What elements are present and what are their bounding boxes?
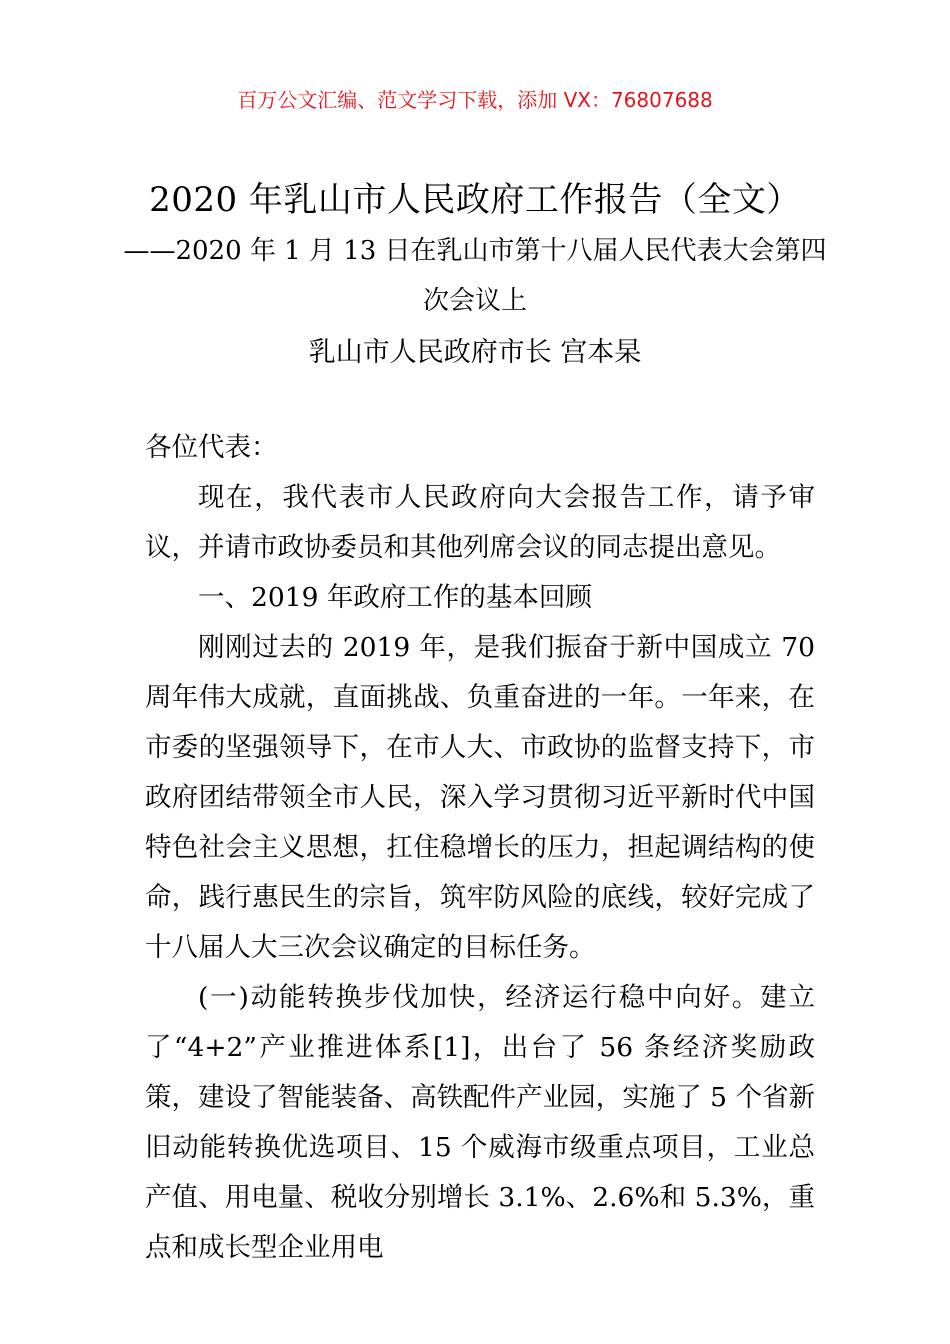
report-body <box>145 423 815 1273</box>
paragraph-review: 刚刚过去的 2019 年，是我们振奋于新中国成立 70 周年伟大成就，直面挑战、负重奋进的一年。一年来，在市委的坚强领导下，在市人大、市政协的监督支持下，市政府团结带领全市人民，深入学习贯彻习近平新时代中国特色社会主义思想，扛住稳增长的压力，担起调结构的使命，践行惠民生的宗旨，筑牢防风险的底线，较好完成了十八届人大三次会议确定的目标任务。 <box>145 632 815 963</box>
paragraph-item-1: (一)动能转换步伐加快，经济运行稳中向好。建立了“4+2”产业推进体系[1]，出台了 56 条经济奖励政策，建设了智能装备、高铁配件产业园，实施了 5 个省新旧动能转换优选项目、15 个威海市级重点项目，工业总产值、用电量、税收分别增长 3.1%、2.6%和 5.3%，重点和成长型企业用电 <box>145 982 815 1263</box>
paragraph-intro: 现在，我代表市人民政府向大会报告工作，请予审议，并请市政协委员和其他列席会议的同志提出意见。 <box>145 482 815 563</box>
subtitle-line-1: ——2020 年 1 月 13 日在乳山市第十八届人民代表大会第四 <box>123 236 827 266</box>
author-line: 乳山市人民政府市长 宫本杲 <box>308 337 642 368</box>
subtitle-line-2: 次会议上 <box>422 286 527 316</box>
section-heading: 一、2019 年政府工作的基本回顾 <box>198 582 592 613</box>
page-title: 2020 年乳山市人民政府工作报告（全文） <box>149 180 801 220</box>
header-note: 百万公文汇编、范文学习下载，添加 VX：76807688 <box>237 88 713 112</box>
salutation: 各位代表： <box>145 432 278 463</box>
